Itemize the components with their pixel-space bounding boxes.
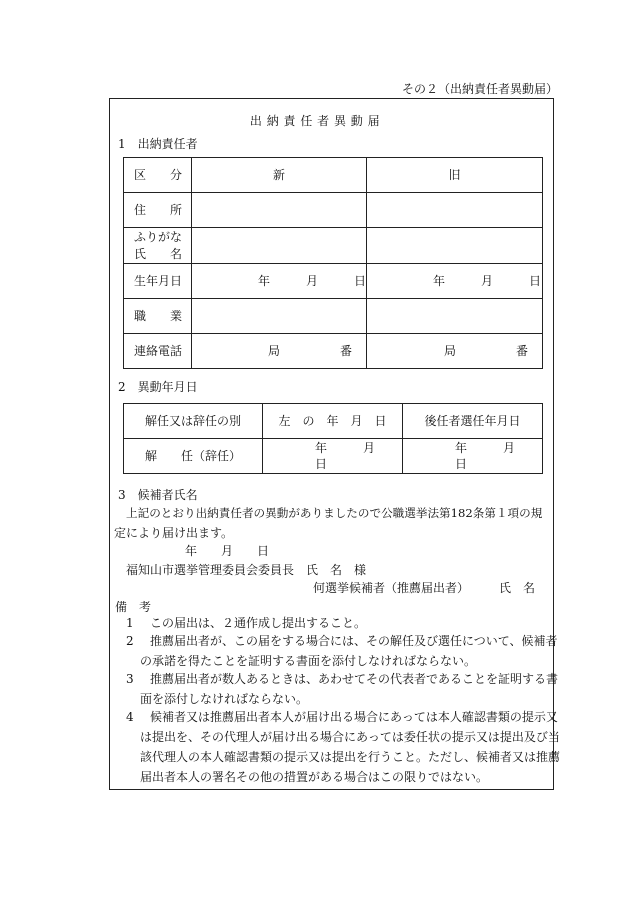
address-old-field[interactable] — [367, 193, 543, 228]
head-date: 左 の 年 月 日 — [263, 404, 403, 439]
label-category: 区 分 — [124, 158, 192, 193]
table-row — [124, 264, 543, 299]
section1-heading: 1 出納責任者 — [118, 137, 198, 151]
remark-line: は提出を、その代理人が届け出る場合にあっては委任状の提示又は提出及び当 — [140, 730, 560, 744]
change-date-table — [123, 403, 552, 474]
phone-old-field[interactable]: 局 番 — [367, 334, 543, 369]
remark-number: 4 — [126, 710, 134, 724]
remark-line: この届出は、２通作成し提出すること。 — [150, 616, 367, 630]
birthdate-new-field[interactable]: 年 月 日 — [192, 264, 367, 299]
section3-heading: 3 候補者氏名 — [118, 488, 198, 502]
form-title: 出 納 責 任 者 異 動 届 — [249, 114, 381, 128]
label-name — [124, 228, 192, 264]
treasurer-table — [123, 157, 543, 369]
header-old: 旧 — [367, 158, 543, 193]
label-furigana: ふりがな — [134, 230, 183, 245]
dismissal-type: 解 任（辞任） — [124, 439, 263, 474]
remark-number: 3 — [126, 672, 134, 686]
successor-date-field[interactable]: 年 月 日 — [403, 439, 543, 474]
head-dismissal-type: 解任又は辞任の別 — [124, 404, 263, 439]
birthdate-old-field[interactable]: 年 月 日 — [367, 264, 543, 299]
remark-line: 推薦届出者が数人あるときは、あわせてその代表者であることを証明する書 — [150, 672, 559, 686]
name-new-field[interactable] — [192, 228, 367, 264]
remark-number: 1 — [126, 616, 134, 630]
table-row — [124, 228, 543, 264]
table-row — [124, 158, 543, 193]
remark-item — [126, 707, 134, 727]
remark-line: 届出者本人の署名その他の措置がある場合はこの限りではない。 — [140, 770, 489, 784]
label-phone: 連絡電話 — [124, 334, 192, 369]
remark-item — [126, 613, 134, 633]
addressee: 福知山市選挙管理委員会委員長 氏 名 様 — [126, 563, 367, 577]
remark-line: 候補者又は推薦届出者本人が届け出る場合にあっては本人確認書類の提示又 — [150, 710, 558, 724]
remark-item — [126, 631, 134, 651]
remark-text — [140, 631, 558, 671]
label-occupation: 職 業 — [124, 299, 192, 334]
table-row — [124, 439, 543, 474]
table-row — [124, 193, 543, 228]
remark-line: 推薦届出者が、この届をする場合には、その解任及び選任について、候補者 — [150, 634, 558, 648]
remark-number: 2 — [126, 634, 134, 648]
label-address: 住 所 — [124, 193, 192, 228]
phone-new-field[interactable]: 局 番 — [192, 334, 367, 369]
address-new-field[interactable] — [192, 193, 367, 228]
head-successor-date: 後任者選任年月日 — [403, 404, 543, 439]
occupation-old-field[interactable] — [367, 299, 543, 334]
remark-text — [150, 613, 366, 633]
remark-line: の承諾を得たことを証明する書面を添付しなければならない。 — [140, 654, 477, 668]
label-fullname: 氏 名 — [134, 246, 183, 261]
remarks-heading: 備 考 — [115, 600, 152, 614]
label-birthdate: 生年月日 — [124, 264, 192, 299]
section2-heading: 2 異動年月日 — [118, 380, 198, 394]
remark-line: 該代理人の本人確認書類の提示又は提出を行うこと。ただし、候補者又は推薦 — [140, 750, 561, 764]
dismissal-date-field[interactable]: 年 月 日 — [263, 439, 403, 474]
name-old-field[interactable] — [367, 228, 543, 264]
submission-date[interactable]: 年 月 日 — [185, 544, 270, 558]
occupation-new-field[interactable] — [192, 299, 367, 334]
remark-text — [140, 707, 561, 787]
remark-item — [126, 669, 134, 689]
table-row — [124, 299, 543, 334]
table-row — [124, 404, 543, 439]
remark-line: 面を添付しなければならない。 — [140, 692, 309, 706]
statement-line1: 上記のとおり出納責任者の異動がありましたので公職選挙法第182条第１項の規 — [126, 506, 543, 520]
submitter: 何選挙候補者（推薦届出者） 氏 名 — [313, 581, 536, 595]
form-number: その２（出納責任者異動届） — [402, 82, 559, 96]
remark-text — [140, 669, 559, 709]
header-new: 新 — [192, 158, 367, 193]
table-row — [124, 334, 543, 369]
statement-line2: 定により届け出ます。 — [114, 526, 234, 540]
